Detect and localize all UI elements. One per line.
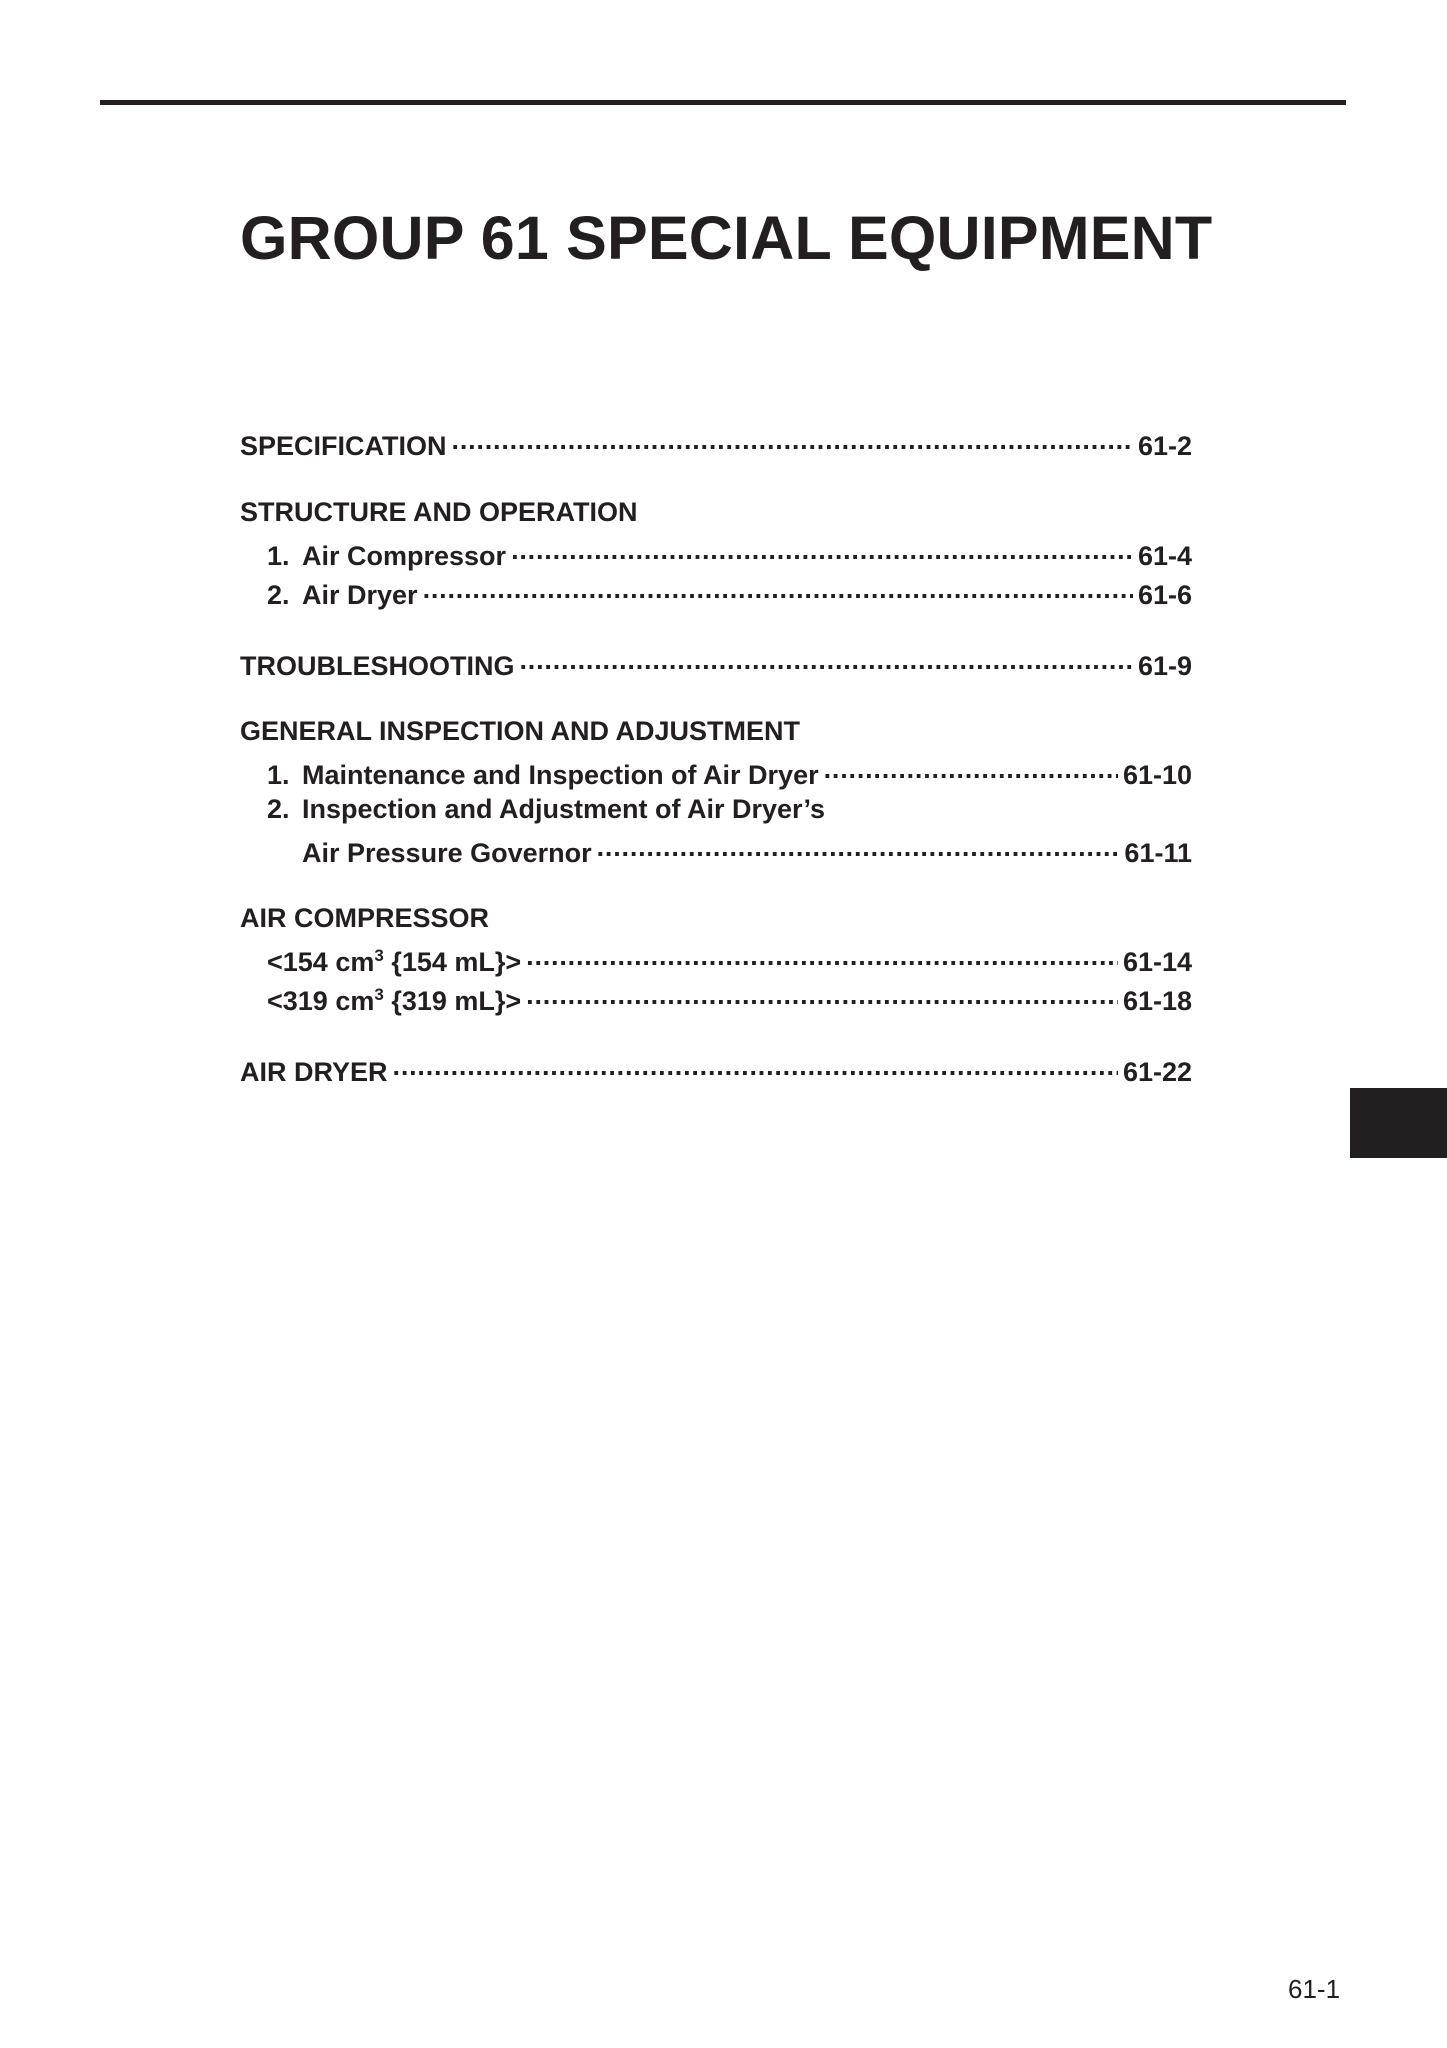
toc-page-number: 61-4 xyxy=(1137,541,1192,571)
dot-leader xyxy=(511,538,1133,565)
page-title: GROUP 61 SPECIAL EQUIPMENT xyxy=(240,204,1213,272)
toc-page-number: 61-11 xyxy=(1124,838,1192,868)
toc-heading-inspection: GENERAL INSPECTION AND ADJUSTMENT xyxy=(240,716,801,746)
toc-label: TROUBLESHOOTING xyxy=(240,651,515,681)
toc-label: Inspection and Adjustment of Air Dryer’s xyxy=(302,794,826,824)
toc-label: AIR DRYER xyxy=(240,1057,388,1087)
toc-page-number: 61-2 xyxy=(1137,431,1192,461)
dot-leader xyxy=(526,944,1118,971)
toc-entry-maintenance-air-dryer[interactable] xyxy=(267,757,1192,789)
toc-page-number: 61-10 xyxy=(1122,760,1192,790)
toc-page-number: 61-14 xyxy=(1122,947,1192,977)
toc-label: <319 $cm^3$ {319 mL}> xyxy=(267,985,522,1016)
toc-page-number: 61-6 xyxy=(1137,580,1192,610)
toc-label: Air Dryer xyxy=(302,580,418,610)
toc-entry-governor-line2[interactable] xyxy=(302,835,1192,867)
toc-label: <154 $cm^3$ {154 mL}> xyxy=(267,946,522,977)
toc-label: Air Compressor xyxy=(302,541,507,571)
dot-leader xyxy=(520,648,1133,675)
toc-entry-air-dryer-section[interactable] xyxy=(240,1054,1192,1086)
dot-leader xyxy=(452,428,1133,455)
toc-entry-154cm3[interactable] xyxy=(267,944,1192,976)
toc-heading-structure: STRUCTURE AND OPERATION xyxy=(240,497,638,527)
toc-label: Maintenance and Inspection of Air Dryer xyxy=(302,760,819,790)
toc-label: SPECIFICATION xyxy=(240,431,447,461)
toc-page-number: 61-22 xyxy=(1122,1057,1192,1087)
page-number: 61-1 xyxy=(1288,1974,1341,2004)
dot-leader xyxy=(597,835,1120,862)
toc-entry-air-dryer[interactable] xyxy=(267,577,1192,609)
toc-entry-troubleshooting[interactable] xyxy=(240,648,1192,680)
toc-page-number: 61-9 xyxy=(1137,651,1192,681)
toc-entry-governor-line1[interactable] xyxy=(267,796,1192,823)
toc-entry-specification[interactable] xyxy=(240,428,1192,460)
toc-label: Air Pressure Governor xyxy=(302,838,592,868)
section-tab-marker xyxy=(1350,1088,1447,1158)
dot-leader xyxy=(423,577,1133,604)
toc-entry-air-compressor[interactable] xyxy=(267,538,1192,570)
top-rule xyxy=(100,100,1346,105)
dot-leader xyxy=(824,757,1118,784)
toc-entry-319cm3[interactable] xyxy=(267,983,1192,1015)
toc-heading-air-compressor: AIR COMPRESSOR xyxy=(240,903,490,933)
dot-leader xyxy=(526,983,1118,1010)
toc-page-number: 61-18 xyxy=(1122,986,1192,1016)
toc-item-number: 1. xyxy=(267,760,290,790)
dot-leader xyxy=(393,1054,1118,1081)
toc-item-number: 2. xyxy=(267,794,290,824)
toc-item-number: 2. xyxy=(267,580,290,610)
toc-item-number: 1. xyxy=(267,541,290,571)
